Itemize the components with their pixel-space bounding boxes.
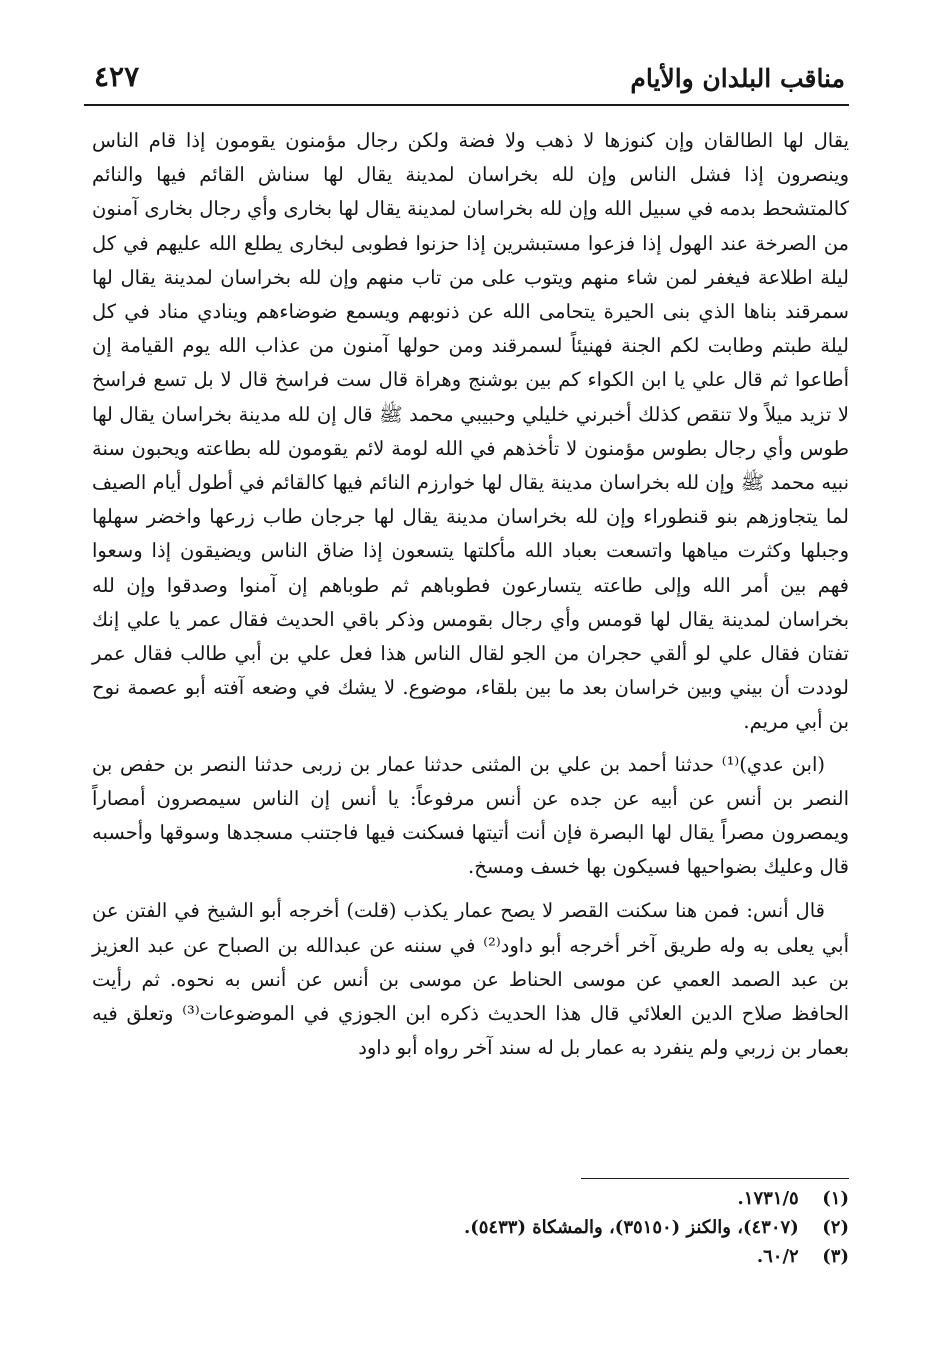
paragraph-1: يقال لها الطالقان وإن كنوزها لا ذهب ولا فضة ولكن رجال مؤمنون يقومون إذا قام الناس وينصرون إذا فشل الناس وإن لله بخراسان لمدينة يقال لها سناش القائم فيها والنائم كالمتشحط بدمه في سبيل الله وإن لله بخراسان لمدينة يقال لها بخارى وأي رجال بخارى آمنون من الصرخة عند الهول إذا فزعوا مستبشرين إذا حزنوا فطوبى لبخارى يطلع الله عليهم في كل ليلة اطلاعة فيغفر لمن شاء منهم ويتوب على من تاب منهم وإن لله بخراسان لمدينة يقال لها سمرقند بناها الذي بنى الحيرة يتحامى الله عن ذنوبهم ويسمع ضوضاءهم وينادي مناد في كل ليلة طبتم وطابت لكم الجنة فهنيئاً لسمرقند ومن حولها آمنون من عذاب الله يوم القيامة إن أطاعوا ثم قال علي يا ابن الكواء كم بين بوشنج وهراة قال ست فراسخ قال لا بل تسع فراسخ لا تزيد ميلاً ولا تنقص كذلك أخبرني خليلي وحبيبي محمد ﷺ قال إن لله مدينة بخراسان يقال لها طوس وأي رجال بطوس مؤمنون لا تأخذهم في الله لومة لائم يقومون لله بطاعته ويحبون سنة نبيه محمد ﷺ وإن لله بخراسان مدينة يقال لها خوارزم النائم فيها كالقائم في أطول أيام الصيف لما يتجاوزهم بنو قنطوراء وإن لله بخراسان مدينة يقال لها جرجان طاب زرعها واخضر سهلها وجبلها وكثرت مياهها واتسعت بعباد الله مأكلتها يتسعون إذا ضاق الناس ويضيقون إذا وسعوا فهم بين أمر الله وإلى طاعته يتسارعون فطوباهم ثم طوباهم إن آمنوا وصدقوا وإن لله بخراسان لمدينة يقال لها قومس وأي رجال بقومس وذكر باقي الحديث فقال عمر يا علي إنك تفتان فقال علي لو ألقي حجران من الجو لقال الناس هذا فعل علي بن أبي طالب فقال عمر لوددت أن بيني وبين خراسان بعد ما بين بلقاء، موضوع. لا يشك في وضعه آفته أبو عصمة نوح بن أبي مريم. (92, 129, 850, 734)
footnote-number: (١) (822, 1188, 849, 1209)
footnote-number: (٢) (822, 1217, 849, 1238)
footnote-number: (٣) (822, 1246, 849, 1267)
main-text (92, 124, 849, 1075)
footnote-3 (92, 1242, 849, 1271)
running-title: مناقب البلدان والأيام (630, 64, 845, 93)
footnote-text: (٤٣٠٧)، والكنز (٣٥١٥٠)، والمشكاة (٥٤٣٣). (463, 1217, 799, 1238)
footnote-rule (581, 1178, 849, 1179)
header-rule (84, 104, 849, 106)
page-number: ٤٢٧ (94, 60, 140, 93)
footnotes (92, 1184, 849, 1271)
footnote-2 (92, 1213, 849, 1242)
paragraph-2: (ابن عدي)⁽¹⁾ حدثنا أحمد بن علي بن المثنى حدثنا عمار بن زربى حدثنا النصر بن حفص بن النصر بن أنس عن أبيه عن جده عن أنس مرفوعاً: يا أنس إن الناس سيمصرون أمصاراً ويمصرون مصراً يقال لها البصرة فإن أنت أتيتها فسكنت فيها فاجتنب مسجدها وسوقها وأحسبه قال وعليك بضواحيها فسيكون بها خسف ومسخ. (92, 752, 849, 879)
footnote-text: ١٧٣١/٥. (737, 1188, 799, 1209)
footnote-1 (92, 1184, 849, 1213)
paragraph-3: قال أنس: فمن هنا سكنت القصر لا يصح عمار يكذب (قلت) أخرجه أبو الشيخ في الفتن عن أبي يعلى به وله طريق آخر أخرجه أبو داود⁽²⁾ في سننه عن عبدالله بن الصباح عن عبد العزيز بن عبد الصمد العمي عن موسى الحناط عن موسى بن أنس عن أنس به نحوه. ثم رأيت الحافظ صلاح الدين العلائي قال هذا الحديث ذكره ابن الجوزي في الموضوعات⁽³⁾ وتعلق فيه بعمار بن زربي ولم ينفرد به عمار بل له سند آخر رواه أبو داود (92, 899, 849, 1060)
page-header (88, 56, 845, 106)
footnote-text: ٦٠/٢. (756, 1246, 799, 1267)
